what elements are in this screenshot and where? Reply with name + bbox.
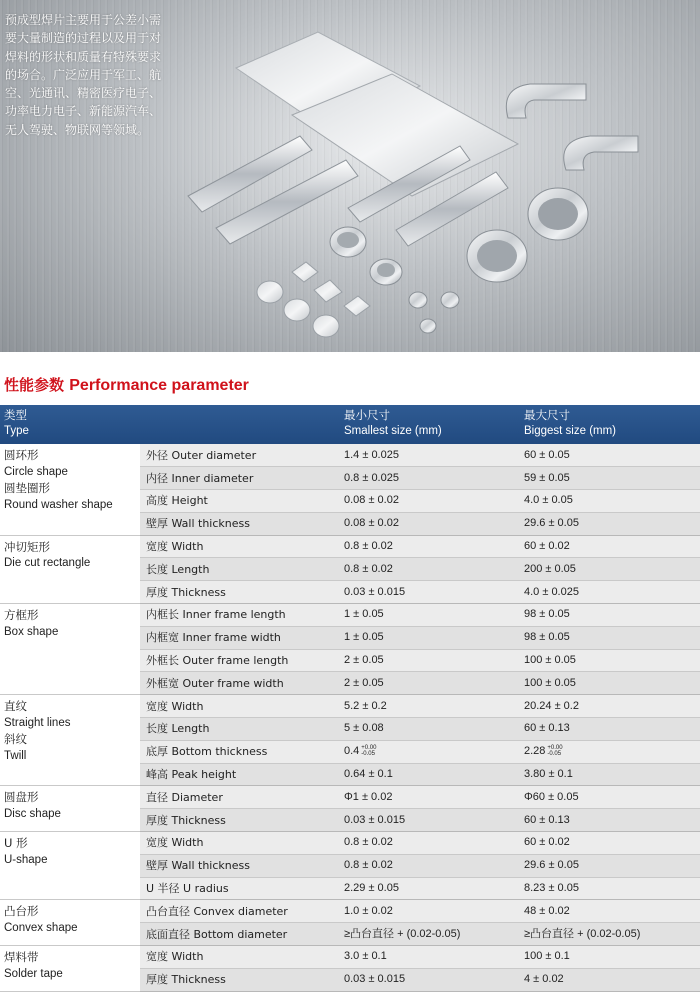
table-row: [0, 900, 700, 923]
smallest-size-value: [340, 854, 520, 877]
table-row: [0, 695, 700, 718]
smallest-size-value: [340, 581, 520, 604]
type-cell: [0, 444, 140, 535]
smallest-size-value: [340, 535, 520, 558]
value-text: 8.23 ± 0.05: [524, 882, 579, 895]
table-body: [0, 444, 700, 991]
value-text: 4.0 ± 0.05: [524, 494, 573, 507]
value-text: 0.8 ± 0.02: [344, 859, 393, 872]
tolerance-upper: +0.00: [547, 745, 563, 752]
type-label: 圆垫圈形: [4, 481, 50, 495]
parameter-name: 壁厚 Wall thickness: [140, 854, 340, 877]
value-text: 59 ± 0.05: [524, 471, 570, 484]
value-text: 0.8 ± 0.025: [344, 471, 399, 484]
type-label: 冲切矩形: [4, 539, 50, 554]
type-label: 圆环形: [4, 448, 39, 462]
value-text: 29.6 ± 0.05: [524, 517, 579, 530]
smallest-size-value: [340, 877, 520, 900]
type-cell: [0, 786, 140, 832]
value-text: 0.08 ± 0.02: [344, 494, 399, 507]
type-cell: [0, 900, 140, 946]
biggest-size-value: [520, 672, 700, 695]
biggest-size-value: [520, 695, 700, 718]
table-row: [0, 444, 700, 467]
biggest-size-value: [520, 604, 700, 627]
header-biggest-size: 最大尺寸 Biggest size (mm): [520, 405, 700, 444]
biggest-size-value: [520, 923, 700, 946]
parameter-name: 高度 Height: [140, 490, 340, 513]
section-title-cn: 性能参数: [4, 376, 65, 394]
value-text: 1 ± 0.05: [344, 631, 384, 644]
smallest-size-value: [340, 809, 520, 832]
section-title-en: Performance parameter: [69, 377, 249, 394]
parameter-name: 外框宽 Outer frame width: [140, 672, 340, 695]
type-label: 焊料带: [4, 950, 39, 965]
value-text: 2 ± 0.05: [344, 654, 384, 667]
type-label: Straight lines: [4, 716, 71, 729]
parameter-name: 宽度 Width: [140, 832, 340, 855]
header-type: 类型 Type: [0, 405, 340, 444]
value-text: 2.29 ± 0.05: [344, 882, 399, 895]
biggest-size-value: [520, 832, 700, 855]
value-text: ≥凸台直径 + (0.02-0.05): [344, 927, 461, 940]
parameter-name: 宽度 Width: [140, 695, 340, 718]
smallest-size-value: [340, 444, 520, 467]
biggest-size-value: [520, 763, 700, 786]
table-row: [0, 946, 700, 969]
value-text: 0.03 ± 0.015: [344, 585, 406, 598]
type-label: 方框形: [4, 608, 39, 623]
value-text: 2 ± 0.05: [344, 676, 384, 689]
type-label: Circle shape: [4, 465, 68, 478]
value-text: 200 ± 0.05: [524, 562, 576, 575]
table-row: [0, 604, 700, 627]
value-text: 1.4 ± 0.025: [344, 448, 399, 461]
value-text: 60 ± 0.13: [524, 722, 570, 735]
value-text: 4.0 ± 0.025: [524, 585, 579, 598]
value-text: 0.8 ± 0.02: [344, 836, 393, 849]
value-text: 0.64 ± 0.1: [344, 768, 393, 781]
smallest-size-value: [340, 786, 520, 809]
value-text: 3.0 ± 0.1: [344, 950, 387, 963]
smallest-size-value: [340, 649, 520, 672]
value-text: 100 ± 0.05: [524, 676, 576, 689]
value-text: 3.80 ± 0.1: [524, 768, 573, 781]
smallest-size-value: [340, 763, 520, 786]
value-text: 48 ± 0.02: [524, 904, 570, 917]
value-text: 60 ± 0.02: [524, 540, 570, 553]
biggest-size-value: [520, 946, 700, 969]
type-cell: [0, 535, 140, 603]
parameter-name: 直径 Diameter: [140, 786, 340, 809]
tolerance-upper: +0.00: [361, 745, 377, 752]
value-text: 100 ± 0.05: [524, 654, 576, 667]
value-text: 60 ± 0.05: [524, 448, 570, 461]
type-label: Box shape: [4, 625, 59, 638]
smallest-size-value: [340, 604, 520, 627]
smallest-size-value: [340, 740, 520, 763]
parameter-name: 底厚 Bottom thickness: [140, 740, 340, 763]
biggest-size-value: [520, 740, 700, 763]
table-row: [0, 535, 700, 558]
parameter-name: 厚度 Thickness: [140, 968, 340, 991]
biggest-size-value: [520, 490, 700, 513]
value-text: 60 ± 0.02: [524, 836, 570, 849]
smallest-size-value: [340, 558, 520, 581]
smallest-size-value: [340, 512, 520, 535]
parameter-name: 内径 Inner diameter: [140, 467, 340, 490]
value-text: 98 ± 0.05: [524, 608, 570, 621]
intro-paragraph: 预成型焊片主要用于公差小需要大量制造的过程以及用于对焊料的形状和质量有特殊要求的场合。广泛应用于军工、航空、光通讯、精密医疗电子、功率电力电子、新能源汽车、无人驾驶、物联网等领域。: [5, 13, 162, 137]
value-text: 2.28: [524, 745, 546, 758]
type-label: Round washer shape: [4, 498, 113, 511]
value-text: 5 ± 0.08: [344, 722, 384, 735]
value-text: 100 ± 0.1: [524, 950, 570, 963]
type-label: U-shape: [4, 853, 48, 866]
smallest-size-value: [340, 695, 520, 718]
biggest-size-value: [520, 968, 700, 991]
table-header: [0, 405, 700, 444]
smallest-size-value: [340, 490, 520, 513]
parameter-name: 长度 Length: [140, 718, 340, 741]
value-text: 60 ± 0.13: [524, 813, 570, 826]
parameter-name: 内框宽 Inner frame width: [140, 626, 340, 649]
biggest-size-value: [520, 854, 700, 877]
parameter-name: 凸台直径 Convex diameter: [140, 900, 340, 923]
value-text: 0.8 ± 0.02: [344, 562, 393, 575]
biggest-size-value: [520, 467, 700, 490]
type-label: 直纹: [4, 699, 27, 714]
smallest-size-value: [340, 968, 520, 991]
value-text: 1.0 ± 0.02: [344, 904, 393, 917]
smallest-size-value: [340, 467, 520, 490]
table-row: [0, 786, 700, 809]
value-text: 29.6 ± 0.05: [524, 859, 579, 872]
table-row: [0, 832, 700, 855]
hero-banner: [0, 0, 700, 352]
value-text: Φ1 ± 0.02: [344, 790, 393, 803]
value-text: 0.8 ± 0.02: [344, 540, 393, 553]
type-cell: [0, 946, 140, 992]
parameter-name: U 半径 U radius: [140, 877, 340, 900]
biggest-size-value: [520, 900, 700, 923]
type-label: Convex shape: [4, 921, 78, 934]
smallest-size-value: [340, 900, 520, 923]
value-text: ≥凸台直径 + (0.02-0.05): [524, 927, 641, 940]
type-label: Twill: [4, 749, 27, 762]
type-label: 斜纹: [4, 732, 27, 747]
biggest-size-value: [520, 877, 700, 900]
value-text: 4 ± 0.02: [524, 973, 564, 986]
tolerance-lower: -0.05: [361, 751, 375, 758]
parameter-name: 峰高 Peak height: [140, 763, 340, 786]
header-smallest-size: 最小尺寸 Smallest size (mm): [340, 405, 520, 444]
tolerance-lower: -0.05: [547, 751, 562, 758]
biggest-size-value: [520, 718, 700, 741]
value-text: Φ60 ± 0.05: [524, 790, 579, 803]
parameter-name: 底面直径 Bottom diameter: [140, 923, 340, 946]
type-cell: [0, 832, 140, 900]
biggest-size-value: [520, 809, 700, 832]
smallest-size-value: [340, 718, 520, 741]
value-text: 20.24 ± 0.2: [524, 699, 579, 712]
performance-parameter-table: [0, 405, 700, 992]
biggest-size-value: [520, 535, 700, 558]
type-label: U 形: [4, 836, 28, 851]
smallest-size-value: [340, 923, 520, 946]
biggest-size-value: [520, 444, 700, 467]
biggest-size-value: [520, 786, 700, 809]
value-text: 0.03 ± 0.015: [344, 973, 406, 986]
value-text: 5.2 ± 0.2: [344, 699, 387, 712]
biggest-size-value: [520, 558, 700, 581]
value-text: 0.03 ± 0.015: [344, 813, 406, 826]
value-text: 98 ± 0.05: [524, 631, 570, 644]
type-cell: [0, 695, 140, 786]
type-label: Disc shape: [4, 807, 61, 820]
biggest-size-value: [520, 512, 700, 535]
smallest-size-value: [340, 832, 520, 855]
parameter-name: 厚度 Thickness: [140, 581, 340, 604]
parameter-name: 长度 Length: [140, 558, 340, 581]
type-label: 圆盘形: [4, 790, 39, 805]
type-label: Die cut rectangle: [4, 557, 91, 570]
parameter-name: 壁厚 Wall thickness: [140, 512, 340, 535]
section-title: [4, 374, 249, 395]
parameter-name: 宽度 Width: [140, 535, 340, 558]
value-text: 0.08 ± 0.02: [344, 517, 399, 530]
parameter-name: 厚度 Thickness: [140, 809, 340, 832]
smallest-size-value: [340, 626, 520, 649]
type-label: Solder tape: [4, 967, 63, 980]
parameter-name: 内框长 Inner frame length: [140, 604, 340, 627]
value-text: 0.4: [344, 745, 360, 758]
parameter-name: 外径 Outer diameter: [140, 444, 340, 467]
type-cell: [0, 604, 140, 695]
biggest-size-value: [520, 649, 700, 672]
smallest-size-value: [340, 672, 520, 695]
value-text: 1 ± 0.05: [344, 608, 384, 621]
type-label: 凸台形: [4, 904, 39, 919]
biggest-size-value: [520, 626, 700, 649]
parameter-name: 宽度 Width: [140, 946, 340, 969]
biggest-size-value: [520, 581, 700, 604]
parameter-name: 外框长 Outer frame length: [140, 649, 340, 672]
smallest-size-value: [340, 946, 520, 969]
